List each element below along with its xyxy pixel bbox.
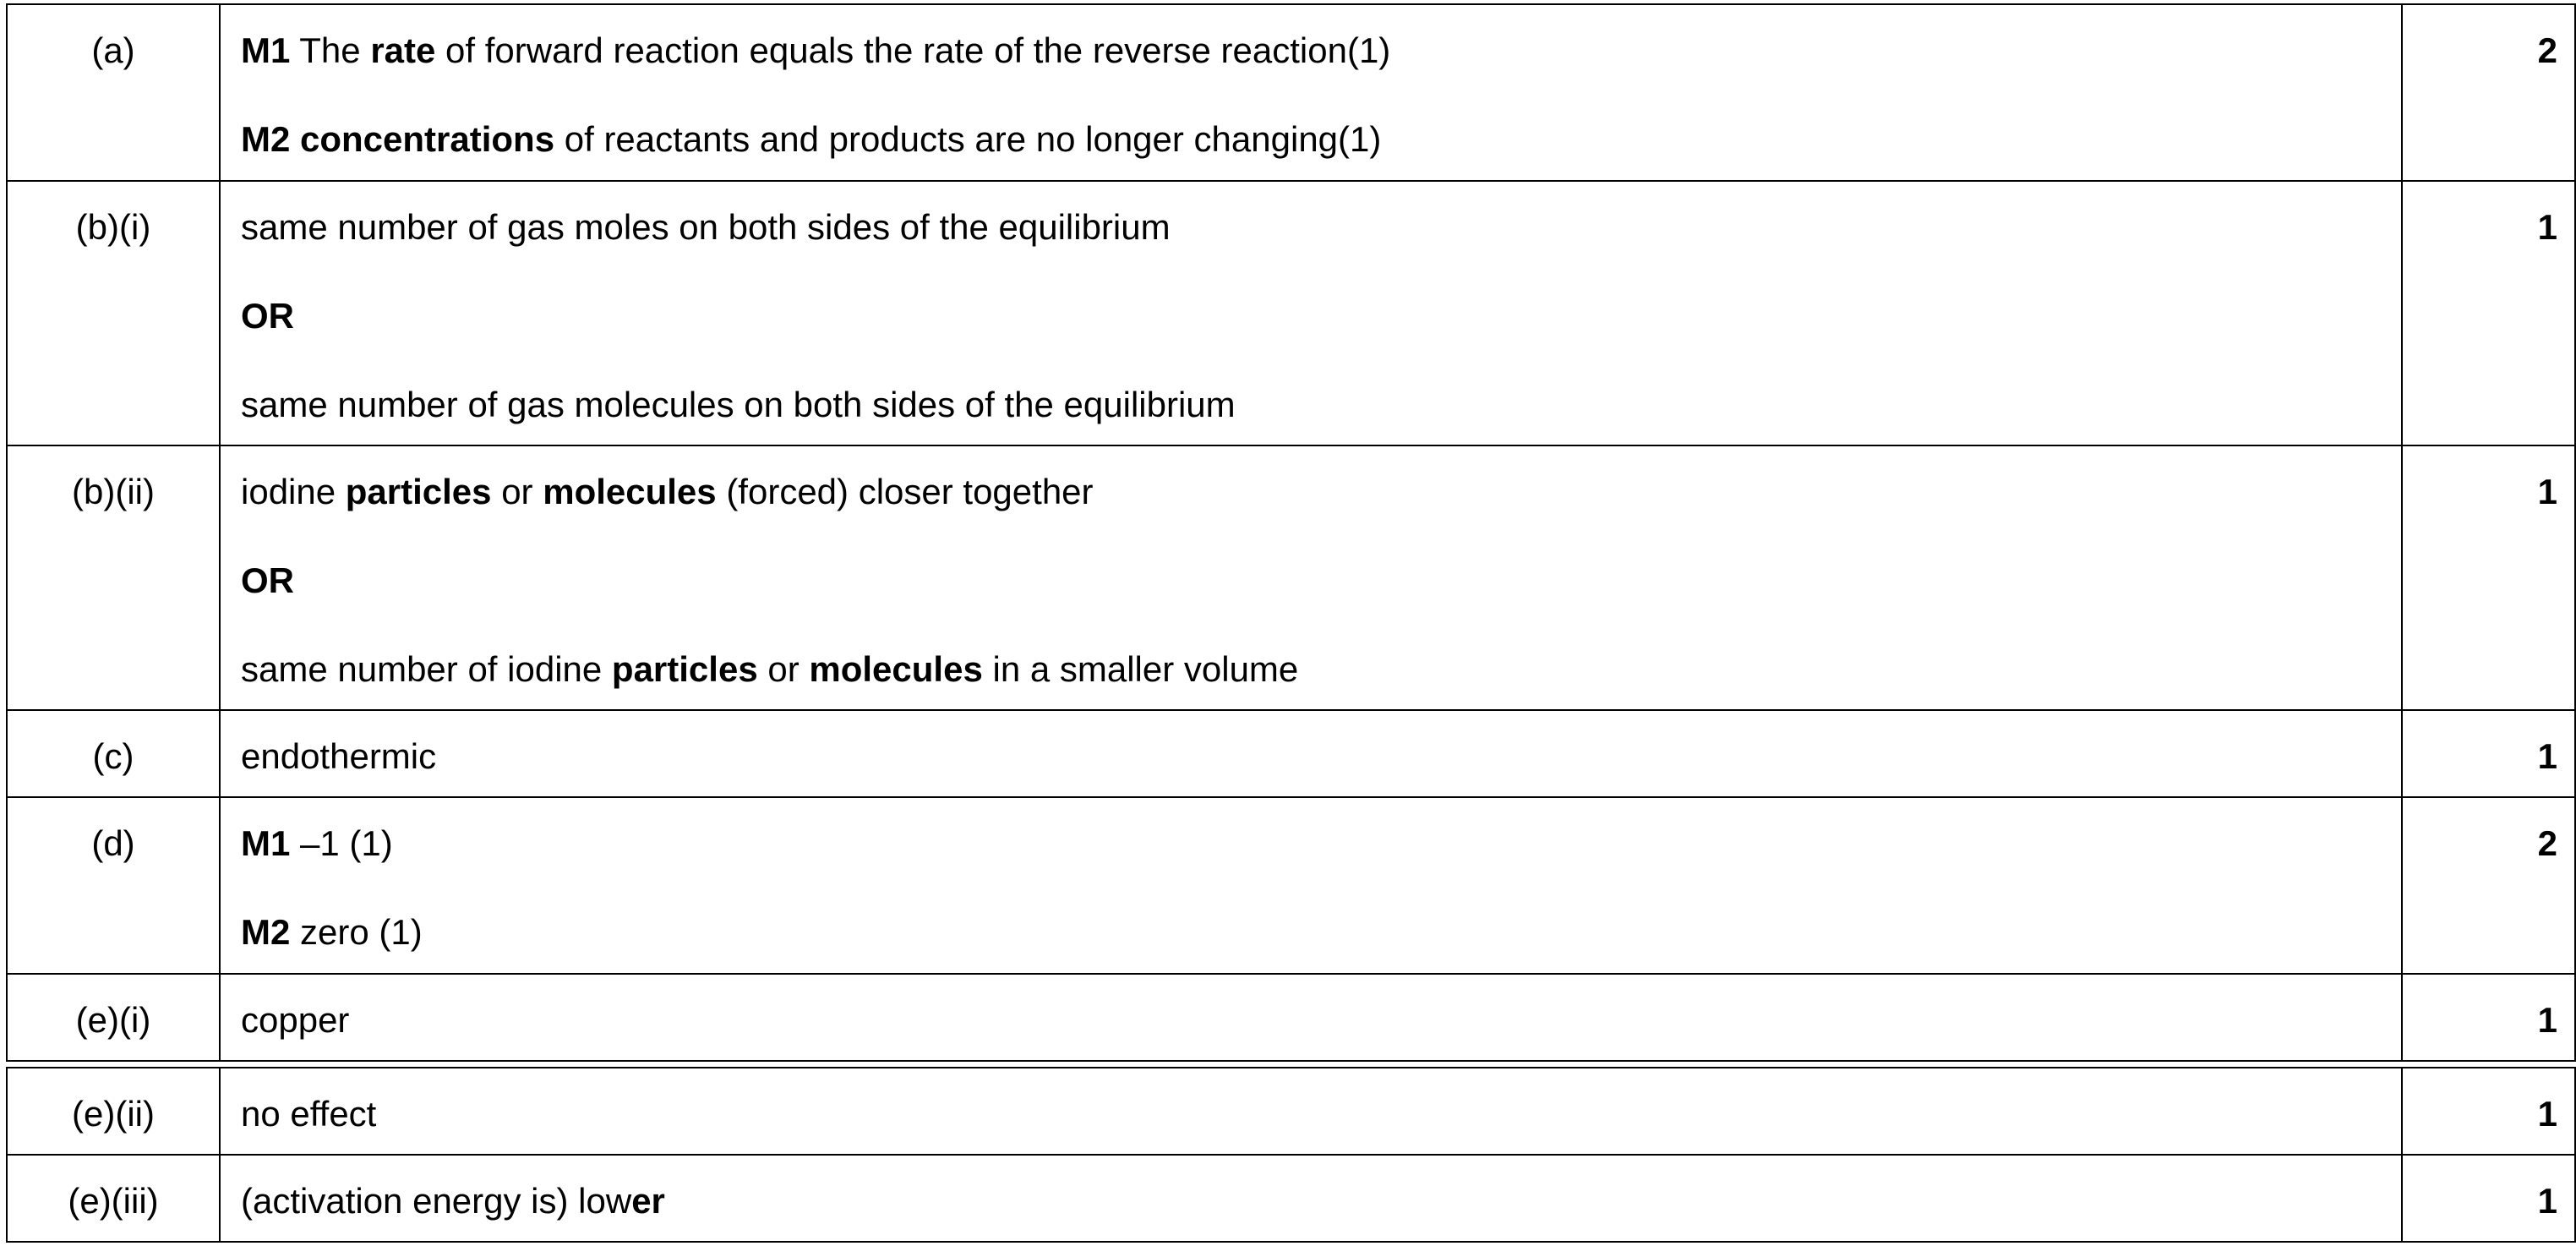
answer-cell xyxy=(220,797,2402,974)
answer-text: copper xyxy=(241,1000,350,1040)
answer-cell xyxy=(220,445,2402,710)
answer-text: rate xyxy=(370,30,436,70)
marks-value: 1 xyxy=(2402,181,2575,445)
answer-text: iodine xyxy=(241,472,346,511)
answer-text: no effect xyxy=(241,1094,377,1134)
answer-text: molecules xyxy=(543,472,717,511)
answer-text: M1 xyxy=(241,30,291,70)
answer-text: or xyxy=(491,472,543,511)
question-number: (b)(i) xyxy=(7,181,220,445)
table-row-d xyxy=(7,797,2575,974)
answer-text: zero (1) xyxy=(290,912,423,952)
answer-text: M2 xyxy=(241,912,291,952)
table-row-a xyxy=(7,4,2575,181)
marks-value: 2 xyxy=(2402,797,2575,974)
answer-line xyxy=(241,296,2401,336)
answer-cell xyxy=(220,710,2402,797)
answer-cell xyxy=(220,181,2402,445)
answer-text: or xyxy=(757,649,810,689)
marks-value: 1 xyxy=(2402,974,2575,1061)
answer-line xyxy=(241,119,2401,160)
marks-value: 2 xyxy=(2402,4,2575,181)
marks-value: 1 xyxy=(2402,710,2575,797)
answer-line xyxy=(241,1000,2401,1041)
table-row-e-i xyxy=(7,974,2575,1061)
answer-line xyxy=(241,385,2401,425)
answer-text: same number of gas molecules on both sides of the equilibrium xyxy=(241,385,1236,424)
answer-text: er xyxy=(631,1181,665,1221)
answer-text: same number of gas moles on both sides of the equilibrium xyxy=(241,207,1171,247)
answer-line xyxy=(241,472,2401,512)
answer-line xyxy=(241,1094,2401,1134)
question-number: (e)(iii) xyxy=(7,1155,220,1242)
answer-line xyxy=(241,912,2401,953)
question-number: (e)(i) xyxy=(7,974,220,1061)
marks-value: 1 xyxy=(2402,1155,2575,1242)
marks-value: 1 xyxy=(2402,445,2575,710)
answer-text: same number of iodine xyxy=(241,649,612,689)
table-row-e-iii xyxy=(7,1155,2575,1242)
answer-cell xyxy=(220,1155,2402,1242)
question-number: (c) xyxy=(7,710,220,797)
answer-text: (forced) closer together xyxy=(716,472,1094,511)
answer-line xyxy=(241,207,2401,248)
answer-line xyxy=(241,823,2401,864)
table-row-c xyxy=(7,710,2575,797)
table-row-b-i xyxy=(7,181,2575,445)
answer-text: of forward reaction equals the rate of the reverse reaction(1) xyxy=(435,30,1391,70)
answer-text: M2 concentrations xyxy=(241,119,555,159)
answer-text: –1 (1) xyxy=(290,823,393,863)
answer-text: particles xyxy=(345,472,492,511)
question-number: (b)(ii) xyxy=(7,445,220,710)
marks-value: 1 xyxy=(2402,1068,2575,1155)
answer-text: molecules xyxy=(809,649,983,689)
answer-line xyxy=(241,649,2401,690)
answer-text: particles xyxy=(611,649,758,689)
answer-line xyxy=(241,1181,2401,1221)
or-separator: OR xyxy=(241,560,294,600)
mark-scheme-table-part2 xyxy=(6,1067,2576,1243)
answer-text: The xyxy=(290,30,371,70)
table-row-e-ii xyxy=(7,1068,2575,1155)
answer-line xyxy=(241,560,2401,601)
mark-scheme-table-part1 xyxy=(6,3,2576,1062)
answer-text: of reactants and products are no longer changing(1) xyxy=(554,119,1382,159)
answer-text: M1 xyxy=(241,823,291,863)
answer-text: in a smaller volume xyxy=(982,649,1299,689)
answer-cell xyxy=(220,974,2402,1061)
answer-text: (activation energy is) low xyxy=(241,1181,632,1221)
question-number: (d) xyxy=(7,797,220,974)
or-separator: OR xyxy=(241,296,294,336)
answer-cell xyxy=(220,1068,2402,1155)
question-number: (a) xyxy=(7,4,220,181)
answer-line xyxy=(241,30,2401,71)
answer-cell xyxy=(220,4,2402,181)
table-row-b-ii xyxy=(7,445,2575,710)
answer-line xyxy=(241,736,2401,777)
question-number: (e)(ii) xyxy=(7,1068,220,1155)
answer-text: endothermic xyxy=(241,736,437,776)
